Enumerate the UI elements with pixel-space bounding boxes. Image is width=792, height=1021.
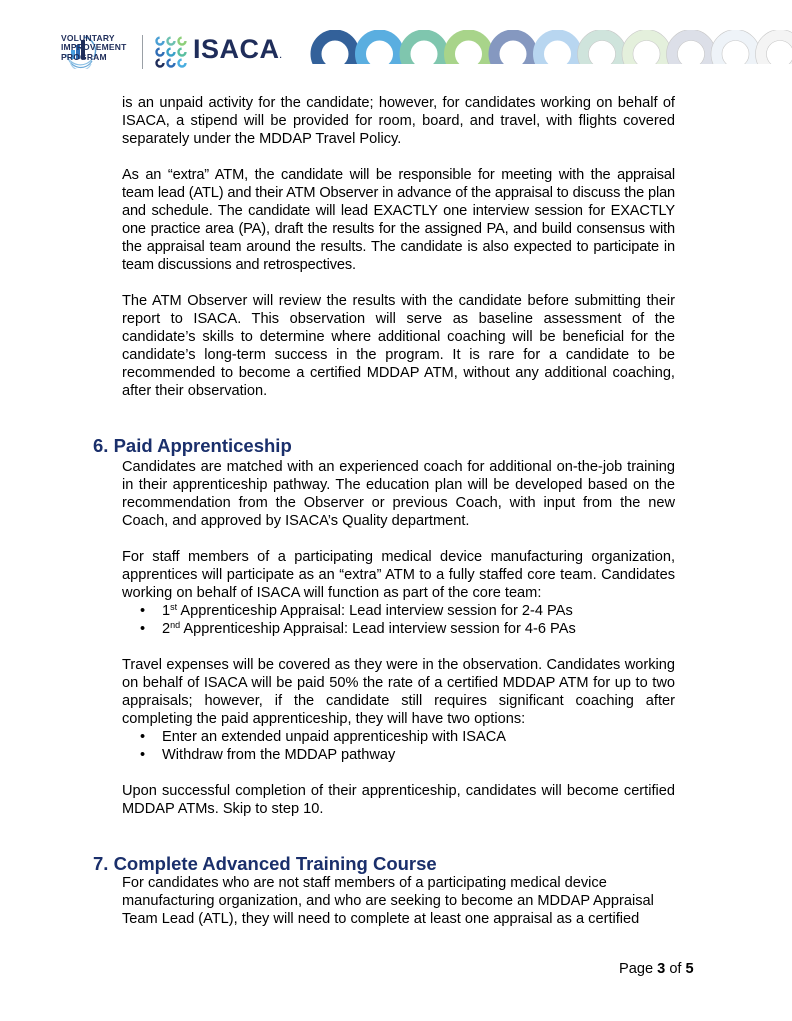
list-item: [140, 620, 675, 638]
isaca-wordmark: [193, 34, 282, 65]
ordinal-suffix: nd: [170, 620, 181, 630]
apprenticeship-appraisal-list: [122, 602, 675, 638]
list-item-text: Apprenticeship Appraisal: Lead interview session for 4-6 PAs: [180, 621, 576, 637]
list-item: • Withdraw from the MDDAP pathway: [140, 746, 675, 764]
logo-divider: [142, 35, 143, 69]
section6-body: [122, 458, 675, 818]
isaca-mark-icon: [155, 36, 189, 68]
page-body: [122, 94, 675, 400]
list-item-text: Apprenticeship Appraisal: Lead interview session for 2-4 PAs: [177, 603, 573, 619]
ordinal-number: 2: [162, 621, 171, 637]
list-item: • Enter an extended unpaid apprenticeship with ISACA: [140, 728, 675, 746]
section5-paragraph-2: As an “extra” ATM, the candidate will be responsible for meeting with the appraisal team lead (ATL) and their ATM Observer in advance of the appraisal to discuss the plan and schedule. The candidate will lead EXACTLY one interview session for EXACTLY one practice area (PA), draft the results for the assigned PA, and build consensus with the appraisal team around the results. The candidate is also expected to participate in team discussions and retrospectives.: [122, 167, 675, 273]
section5-paragraph-1: is an unpaid activity for the candidate; however, for candidates working on behalf of ISACA, a stipend will be provided for room, board, and travel, with flights covered separately under the MDDAP Travel Policy.: [122, 95, 675, 147]
section5-paragraph-3: The ATM Observer will review the results with the candidate before submitting their report to ISACA. This observation will serve as baseline assessment of the candidate’s skills to determine where additional coaching will be beneficial for the candidate’s long-term success in the program. It is rare for a candidate to be recommended to become a certified MDDAP ATM, without any additional coaching, after their observation.: [122, 293, 675, 399]
total-pages: 5: [685, 961, 694, 977]
of-label: of: [665, 961, 686, 977]
page-label: Page: [619, 961, 658, 977]
section6-paragraph-3: Travel expenses will be covered as they were in the observation. Candidates working on behalf of ISACA will be paid 50% the rate of a certified MDDAP ATM for up to two appraisals; however, if the candidate still requires significant coaching after completing the paid apprenticeship, they will have two options:: [122, 657, 675, 727]
section7-body: [122, 874, 675, 928]
page-number: [619, 961, 694, 977]
ordinal-suffix: st: [170, 602, 178, 612]
section6-paragraph-2: For staff members of a participating medical device manufacturing organization, apprentices will participate as an “extra” ATM to a fully staffed core team. Candidates working on behalf of ISACA will function as part of the core team:: [122, 549, 675, 601]
section6-heading: 6. Paid Apprenticeship: [93, 435, 292, 456]
decorative-rings-icon: [310, 30, 792, 64]
section6-paragraph-1: Candidates are matched with an experienced coach for additional on-the-job training in their apprenticeship pathway. The education plan will be developed based on the recommendation from the Observer or previous Coach, with input from the new Coach, and approved by ISACA’s Quality department.: [122, 459, 675, 529]
vip-line-1: VOLUNTARY: [61, 33, 115, 43]
ordinal-number: 1: [162, 603, 171, 619]
current-page: 3: [657, 961, 666, 977]
section7-heading: 7. Complete Advanced Training Course: [93, 853, 437, 874]
isaca-wordmark-text: ISACA: [193, 34, 280, 64]
page-header: [0, 0, 792, 80]
isaca-wordmark-dot: .: [279, 51, 283, 60]
section7-paragraph-1: For candidates who are not staff members of a participating medical device manufacturing organization, and who are seeking to become an MDDAP Appraisal Team Lead (ATL), they will need to complete at least one appraisal as a certified: [122, 875, 654, 927]
vip-line-3: PROGRAM: [61, 51, 107, 62]
list-item: [140, 602, 675, 620]
vip-line-2: IMPROVEMENT: [61, 42, 127, 53]
options-list: [122, 728, 675, 764]
section6-paragraph-4: Upon successful completion of their apprenticeship, candidates will become certified MDDAP ATMs. Skip to step 10.: [122, 783, 675, 817]
vip-logo-text: [61, 34, 126, 62]
